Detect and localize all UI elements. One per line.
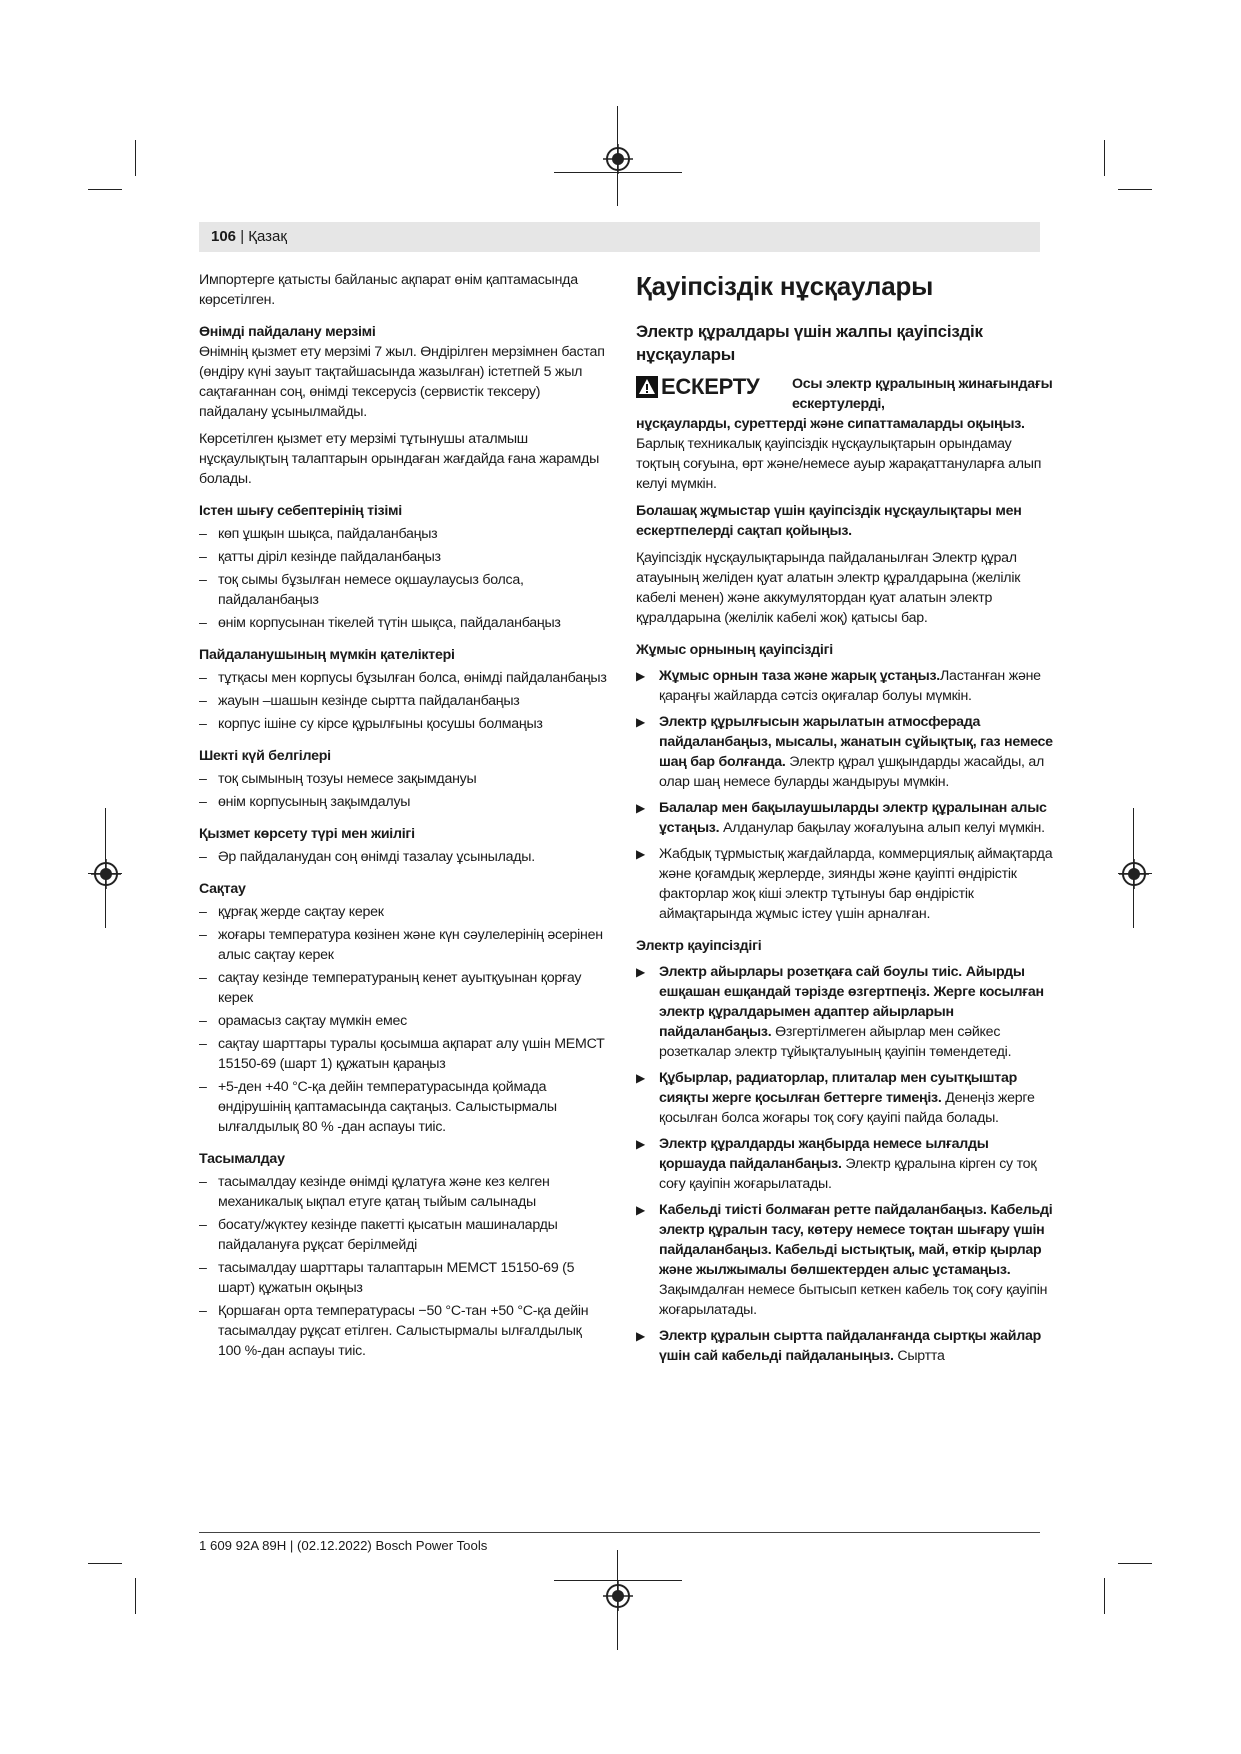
registration-mark-icon [1119,859,1149,889]
list-item: – +5-ден +40 °C-қа дейін температурасында қоймада өндірушінің қаптамасында сақтаңыз. Салыстырмалы ылғалдылық 80 % -дан аспауы тиіс. [199,1079,557,1135]
section-heading: Өнімді пайдалану мерзімі [199,324,376,340]
section-subtitle: Электр құралдары үшін жалпы қауіпсіздік нұсқаулары [636,322,983,364]
list-item: – қатты діріл кезінде пайдаланбаңыз [199,549,441,565]
header-separator: | [236,228,249,245]
crop-mark [1104,1578,1105,1614]
list-item: – жоғары температура көзінен және күн сәулелерінің әсерінен алыс сақтау керек [199,927,603,963]
page-header [211,228,287,246]
section-heading: Болашақ жұмыстар үшін қауіпсіздік нұсқаулықтары мен ескертпелерді сақтап қойыңыз. [636,503,1022,539]
footer-divider [199,1532,1040,1533]
bullet-item: ▶ Электр құралдарды жаңбырда немесе ылғалды қоршауда пайдаланбаңыз. Электр құралына кірген су тоқ соғу қауіпін жоғарылатады. [636,1136,1037,1192]
section-heading: Шекті күй белгілері [199,748,331,764]
list-item: – сақтау кезінде температураның кенет ауытқуынан қорғау керек [199,970,582,1006]
page-title: Қауіпсіздік нұсқаулары [636,271,934,301]
page-footer: 1 609 92A 89H | (02.12.2022) Bosch Power Tools [199,1538,488,1553]
paragraph: Қауіпсіздік нұсқаулықтарында пайдаланылған Электр құрал атауының желіден қуат алатын электр құралдарына (желілік кабелі менен) және аккумулятордан қуат алатын электр құралдарына (желілік кабелі жоқ) қатысы бар. [636,550,1021,626]
section-heading: Қызмет көрсету түрі мен жиілігі [199,826,415,842]
crop-mark [1118,189,1152,190]
crop-mark [135,140,136,176]
section-heading: Электр қауіпсіздігі [636,938,762,954]
paragraph: Көрсетілген қызмет ету мерзімі тұтынушы аталмыш нұсқаулықтың талаптарын орындаған жағдайда ғана жарамды болады. [199,431,600,487]
bullet-arrow-icon: ▶ [636,965,645,979]
bullet-arrow-icon: ▶ [636,1137,645,1151]
list-item: – құрғақ жерде сақтау керек [199,904,384,920]
bullet-arrow-icon: ▶ [636,669,645,683]
section-heading: Істен шығу себептерінің тізімі [199,503,402,519]
page-header-bar [199,222,1040,252]
crop-mark [88,1563,122,1564]
crop-mark [1104,140,1105,176]
list-item: – тасымалдау кезінде өнімді құлатуға және кез келген механикалық ықпал етуге қатаң тыйым салынады [199,1174,550,1210]
bullet-item: ▶ Электр айырлары розетқаға сай боулы тиіс. Айырды ешқашан ешқандай тәрізде өзгертпеңіз. Жерге косылған электр құралдарымен адаптер айырларын пайдаланбаңыз. Өзгертілмеген айырлар мен сәйкес розеткалар электр тұйықталуының қауіпін төмендетеді. [636,964,1044,1060]
bullet-item: ▶ Электр құрылғысын жарылатын атмосферада пайдаланбаңыз, мысалы, жанатын сұйықтық, газ немесе шаң бар болғанда. Электр құрал ұшқындарды жасайды, ал олар шаң немесе буларды жандыруы мүмкін. [636,714,1053,790]
bullet-arrow-icon: ▶ [636,715,645,729]
bullet-arrow-icon: ▶ [636,801,645,815]
crop-mark [1118,1563,1152,1564]
warning-text: нұсқауларды, суреттерді және сипаттамаларды оқыңыз. Барлық техникалық қауіпсіздік нұсқаулықтарын орындамау тоқтың соғуына, өрт және/немесе ауыр жарақаттануларға алып келуі мүмкін. [636,416,1042,492]
section-heading: Пайдаланушының мүмкін қателіктері [199,647,455,663]
list-item: – Қоршаған орта температурасы −50 °C-тан +50 °C-қа дейін тасымалдау рұқсат етілген. Салыстырмалы ылғалдылық 100 %-дан аспауы тиіс. [199,1303,589,1359]
importer-note: Импортерге қатысты байланыс ақпарат өнім қаптамасында көрсетілген. [199,272,578,308]
list-item: – көп ұшқын шықса, пайдаланбаңыз [199,526,438,542]
warning-label: ЕСКЕРТУ [636,376,759,398]
warning-triangle-icon [636,376,658,398]
bullet-item: ▶ Жұмыс орнын таза және жарық ұстаңыз.Ластанған және қараңғы жайларда сәтсіз оқиғалар болуы мүмкін. [636,668,1041,704]
registration-mark-icon [603,1581,633,1611]
bullet-item: ▶ Электр құралын сыртта пайдаланғанда сыртқы жайлар үшін сай кабельді пайдаланыңыз. Сыртта [636,1328,1042,1364]
warning-block [636,374,1054,414]
section-heading: Жұмыс орнының қауіпсіздігі [636,642,833,658]
list-item: – орамасыз сақтау мүмкін емес [199,1013,407,1029]
list-item: – жауын –шашын кезінде сыртта пайдаланбаңыз [199,693,520,709]
list-item: – тоқ сымының тозуы немесе зақымдануы [199,771,477,787]
bullet-item: ▶ Жабдық тұрмыстық жағдайларда, коммерциялық аймақтарда және қоғамдық жерлерде, зиянды және қауіпті өндірістік факторлар жоқ кіші электр тұтынуы бар өндірістік аймақтарында жұмыс істеу үшін арналған. [636,846,1053,922]
left-column [199,270,607,1361]
list-item: – өнім корпусынан тікелей түтін шықса, пайдаланбаңыз [199,615,561,631]
bullet-item: ▶ Балалар мен бақылаушыларды электр құралынан алыс ұстаңыз. Алданулар бақылау жоғалуына алып келуі мүмкін. [636,800,1047,836]
page-number: 106 [211,228,237,245]
bullet-item: ▶ Кабельді тиісті болмаған ретте пайдаланбаңыз. Кабельді электр құралын тасу, көтеру немесе тоқтан шығару үшін пайдаланбаңыз. Кабельді ыстықтық, май, өткір қырлар және жылжымалы бөлшектерден алыс ұстамаңыз. Зақымдалған немесе бытысып кеткен кабель тоқ соғу қауіпін жоғарылатады. [636,1202,1053,1318]
list-item: – босату/жүктеу кезінде пакетті қысатын машиналарды пайдалануға рұқсат берілмейді [199,1217,558,1253]
list-item: – өнім корпусының зақымдалуы [199,794,411,810]
list-item: – Әр пайдаланудан соң өнімді тазалау ұсынылады. [199,849,535,865]
list-item: – тұтқасы мен корпусы бұзылған болса, өнімді пайдаланбаңыз [199,670,607,686]
bullet-arrow-icon: ▶ [636,847,645,861]
section-heading: Сақтау [199,881,246,897]
section-heading: Тасымалдау [199,1151,285,1167]
crop-mark [88,189,122,190]
warning-text-side: Осы электр құралының жинағындағы ескертулерді, [792,376,1053,412]
bullet-arrow-icon: ▶ [636,1329,645,1343]
bullet-arrow-icon: ▶ [636,1203,645,1217]
header-language: Қазақ [248,228,287,245]
list-item: – сақтау шарттары туралы қосымша ақпарат алу үшін МЕМСТ 15150-69 (шарт 1) құжатын қараңыз [199,1036,605,1072]
registration-mark-icon [91,859,121,889]
bullet-arrow-icon: ▶ [636,1071,645,1085]
list-item: – тасымалдау шарттары талаптарын МЕМСТ 15150-69 (5 шарт) құжатын оқыңыз [199,1260,575,1296]
list-item: – корпус ішіне су кірсе құрылғыны қосушы болмаңыз [199,716,543,732]
bullet-item: ▶ Құбырлар, радиаторлар, плиталар мен суытқыштар сияқты жерге қосылған беттерге тимеңіз. Денеңіз жерге қосылған болса жоғары тоқ соғу қауіпі пайда болады. [636,1070,1035,1126]
list-item: – тоқ сымы бұзылған немесе оқшаулаусыз болса, пайдаланбаңыз [199,572,524,608]
right-column [636,270,1054,1366]
crop-mark [135,1578,136,1614]
registration-mark-icon [603,144,633,174]
paragraph: Өнімнің қызмет ету мерзімі 7 жыл. Өндірілген мерзімнен бастап (өндіру күні зауыт тақтайшасында жазылған) істетпей 5 жыл сақтағаннан соң, өнімді тексерусіз (сервистік тексеру) пайдалану ұсынылмайды. [199,344,605,420]
